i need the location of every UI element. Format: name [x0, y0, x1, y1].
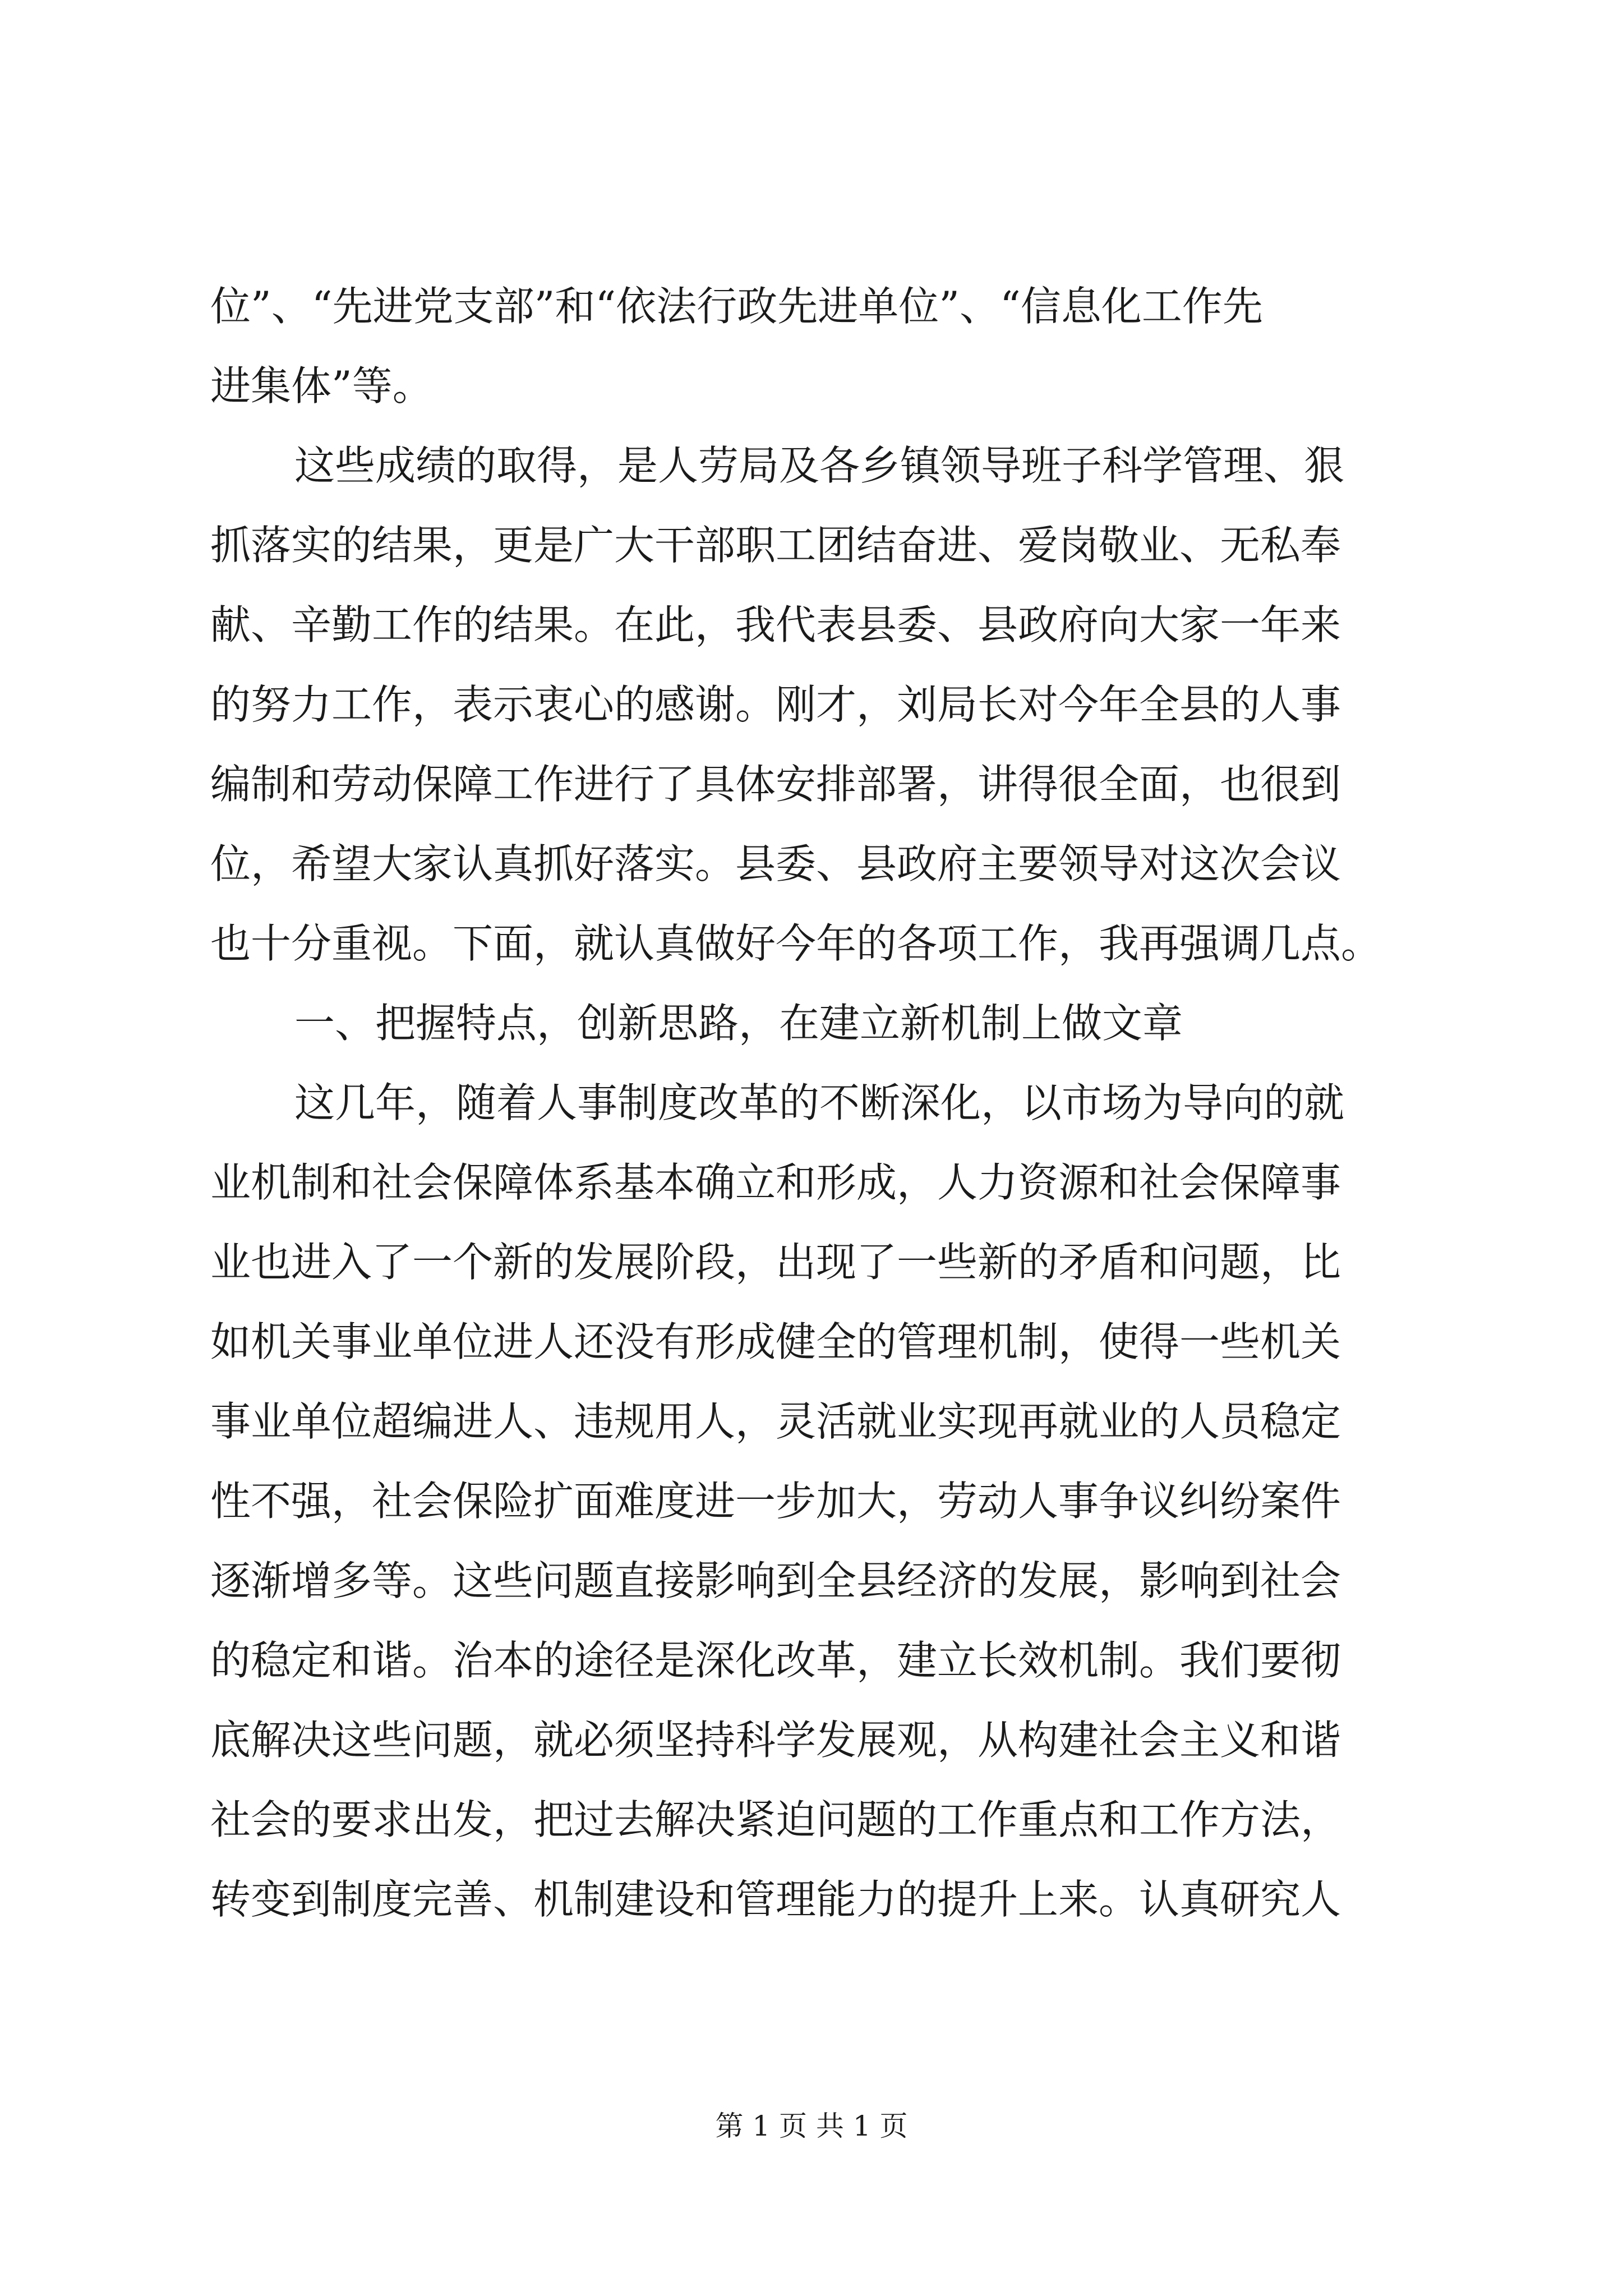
page-footer	[0, 2109, 1623, 2143]
text-line-19: 底解决这些问题，就必须坚持科学发展观，从构建社会主义和谐	[210, 1717, 1341, 1764]
text-line-8: 位，希望大家认真抓好落实。县委、县政府主要领导对这次会议	[210, 840, 1341, 887]
text-line-11: 这几年，随着人事制度改革的不断深化，以市场为导向的就	[294, 1079, 1345, 1126]
text-line-4: 抓落实的结果，更是广大干部职工团结奋进、爱岗敬业、无私奉	[210, 522, 1341, 569]
text-line-14: 如机关事业单位进人还没有形成健全的管理机制，使得一些机关	[210, 1318, 1341, 1365]
text-line-1: 位”、“先进党支部”和“依法行政先进单位”、“信息化工作先	[210, 283, 1263, 330]
text-line-5: 献、辛勤工作的结果。在此，我代表县委、县政府向大家一年来	[210, 601, 1341, 648]
text-line-7: 编制和劳动保障工作进行了具体安排部署，讲得很全面，也很到	[210, 761, 1341, 808]
text-line-3: 这些成绩的取得，是人劳局及各乡镇领导班子科学管理、狠	[294, 442, 1345, 489]
text-line-21: 转变到制度完善、机制建设和管理能力的提升上来。认真研究人	[210, 1876, 1341, 1923]
text-line-16: 性不强，社会保险扩面难度进一步加大，劳动人事争议纠纷案件	[210, 1478, 1341, 1525]
document-body	[210, 266, 1416, 1939]
text-line-6: 的努力工作，表示衷心的感谢。刚才，刘局长对今年全县的人事	[210, 681, 1341, 728]
text-line-2: 进集体”等。	[210, 362, 433, 409]
text-line-18: 的稳定和谐。治本的途径是深化改革，建立长效机制。我们要彻	[210, 1637, 1341, 1684]
text-line-12: 业机制和社会保障体系基本确立和形成，人力资源和社会保障事	[210, 1159, 1341, 1206]
text-line-13: 业也进入了一个新的发展阶段，出现了一些新的矛盾和问题，比	[210, 1239, 1341, 1286]
text-line-17: 逐渐增多等。这些问题直接影响到全县经济的发展，影响到社会	[210, 1557, 1341, 1604]
page-number-label: 第 1 页 共 1 页	[715, 2110, 908, 2142]
text-line-20: 社会的要求出发，把过去解决紧迫问题的工作重点和工作方法，	[210, 1796, 1341, 1843]
text-line-15: 事业单位超编进人、违规用人，灵活就业实现再就业的人员稳定	[210, 1398, 1341, 1445]
section-heading: 一、把握特点，创新思路，在建立新机制上做文章	[294, 1000, 1183, 1047]
text-line-9: 也十分重视。下面，就认真做好今年的各项工作，我再强调几点。	[210, 920, 1382, 967]
